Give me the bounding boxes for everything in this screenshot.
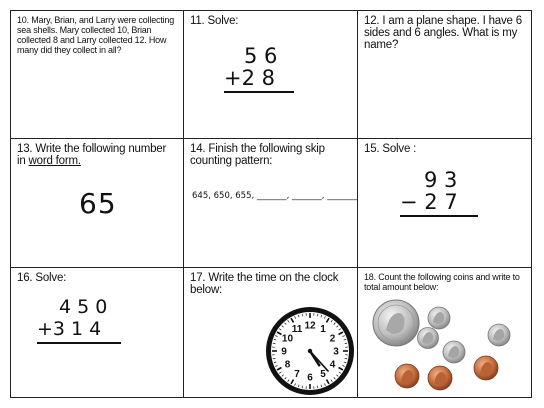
question-17-text: 17. Write the time on the clock below: bbox=[190, 272, 339, 296]
worksheet-grid bbox=[10, 10, 532, 398]
clock-number: 8 bbox=[284, 359, 291, 371]
analog-clock bbox=[264, 305, 356, 397]
answer-line bbox=[224, 91, 294, 93]
clock-number: 3 bbox=[333, 346, 339, 358]
question-13-cell bbox=[11, 139, 183, 267]
clock-number: 7 bbox=[294, 369, 300, 381]
dime-coin bbox=[488, 324, 510, 346]
addition-problem bbox=[224, 45, 294, 93]
clock-number: 6 bbox=[307, 372, 313, 384]
question-14-text: 14. Finish the following skip counting pattern: bbox=[190, 143, 325, 167]
number-to-write: 65 bbox=[79, 187, 117, 220]
clock-number: 4 bbox=[329, 359, 336, 371]
question-16-prompt: 16. Solve: bbox=[17, 272, 67, 284]
clock-number: 2 bbox=[329, 333, 336, 345]
clock-number: 12 bbox=[304, 320, 316, 332]
minuend: 9 3 bbox=[424, 168, 458, 192]
coins-group bbox=[362, 296, 527, 396]
question-10-cell bbox=[11, 11, 183, 138]
clock-number: 1 bbox=[320, 323, 326, 335]
question-11-cell bbox=[184, 11, 357, 138]
clock-center bbox=[308, 349, 312, 353]
addend-bottom: 2 8 bbox=[241, 66, 276, 90]
addition-problem bbox=[37, 296, 121, 344]
addend-top: 4 5 0 bbox=[59, 296, 108, 318]
question-16-cell bbox=[11, 268, 183, 397]
question-17-cell bbox=[184, 268, 357, 397]
clock-number: 11 bbox=[291, 323, 303, 335]
dime-coin bbox=[428, 307, 450, 329]
plus-sign: + bbox=[224, 66, 242, 90]
addend-bottom: 3 1 4 bbox=[52, 318, 102, 340]
plus-sign: + bbox=[37, 318, 53, 340]
question-11-prompt: 11. Solve: bbox=[190, 15, 239, 27]
question-14-cell bbox=[184, 139, 357, 267]
question-10-text: Mary, Brian, and Larry were collecting sea shells. Mary collected 10, Brian collected 8 and Larry collected 12. How many did they collect in all? bbox=[17, 15, 175, 55]
quarter-coin bbox=[373, 300, 419, 346]
question-10-number: 10. bbox=[17, 15, 29, 25]
dime-coin bbox=[443, 341, 465, 363]
addend-top: 5 6 bbox=[244, 44, 278, 68]
penny-coin bbox=[428, 366, 452, 390]
penny-coin bbox=[474, 356, 498, 380]
question-15-prompt: 15. Solve : bbox=[364, 143, 417, 155]
clock-number: 5 bbox=[320, 369, 326, 381]
answer-line bbox=[37, 342, 121, 344]
question-12-cell bbox=[358, 11, 531, 138]
clock-number: 10 bbox=[281, 333, 294, 345]
question-13-word-form: word form. bbox=[28, 155, 81, 167]
question-15-cell bbox=[358, 139, 531, 267]
dime-coin bbox=[418, 328, 439, 349]
question-13-text: 13. Write the following number in bbox=[17, 143, 167, 167]
subtraction-problem bbox=[400, 169, 478, 217]
subtrahend: 2 7 bbox=[424, 190, 458, 214]
question-18-text: 18. Count the following coins and write to total amount below: bbox=[364, 272, 520, 292]
answer-line bbox=[400, 215, 478, 217]
clock-number: 9 bbox=[281, 346, 287, 358]
minus-sign: − bbox=[400, 190, 418, 214]
skip-count-pattern: 645, 650, 655, _______, _______, _______ bbox=[192, 191, 357, 201]
penny-coin bbox=[395, 364, 419, 388]
question-18-cell bbox=[358, 268, 531, 397]
question-12-text: 12. I am a plane shape. I have 6 sides and 6 angles. What is my name? bbox=[364, 15, 522, 51]
